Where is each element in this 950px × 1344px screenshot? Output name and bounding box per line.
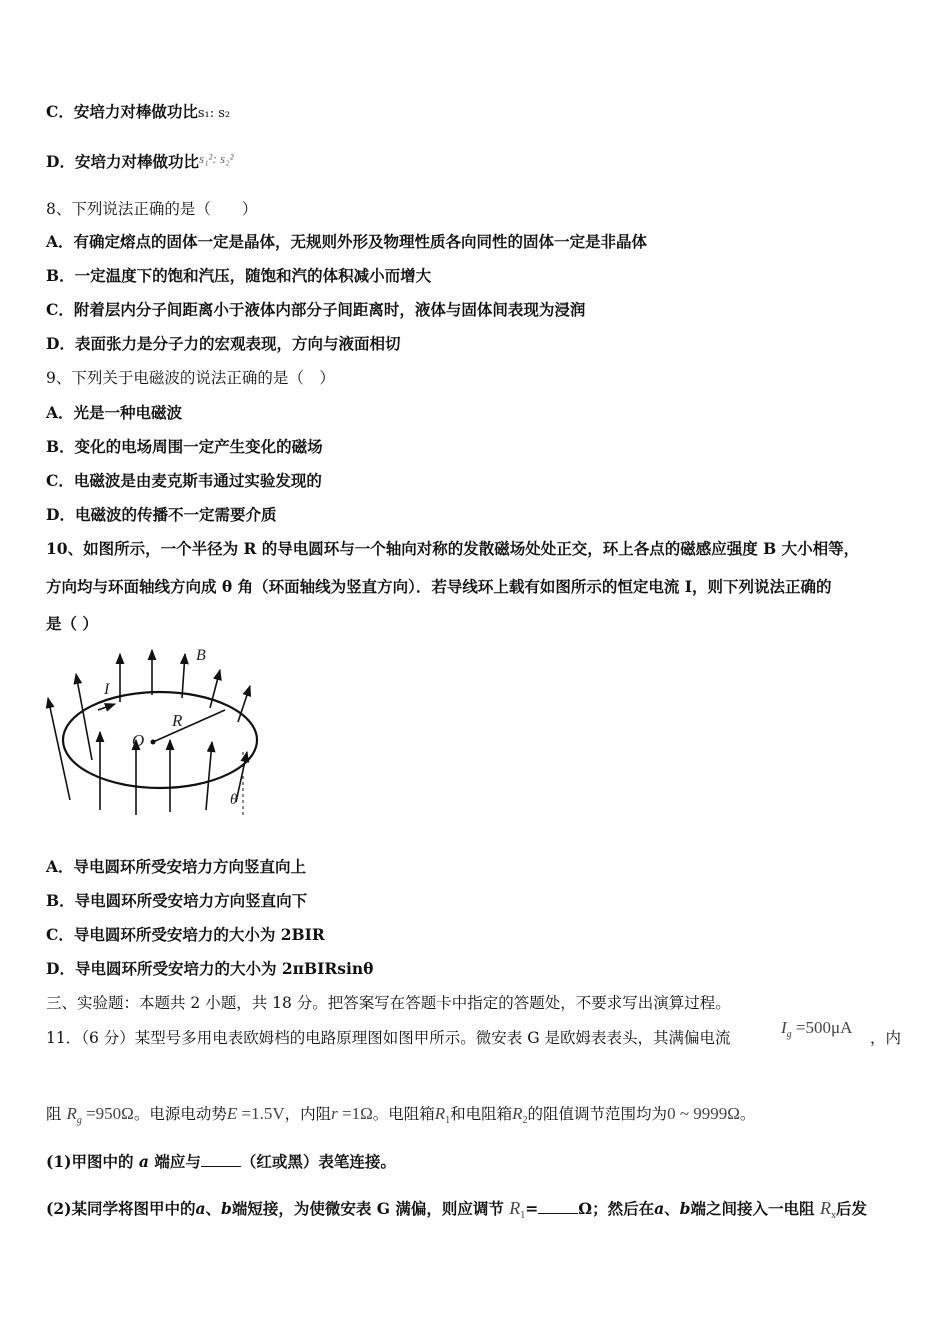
q10-option-d: D．导电圆环所受安培力的大小为 2πBIRsinθ	[46, 959, 374, 978]
ig-formula: $I_g =500\mu A$	[781, 1018, 853, 1040]
q11-line1: 11．（6 分）某型号多用电表欧姆档的电路原理图如图甲所示。微安表 G 是欧姆表表头，其满偏电流 $I_g =500\mu A$ ，内	[46, 1018, 902, 1047]
answer-blank-1[interactable]	[201, 1166, 241, 1167]
rg-formula: $R_g =950\Omega$	[66, 1104, 134, 1126]
label-i: I	[104, 681, 110, 698]
q11-line2: 阻 $R_g =950\Omega$。电源电动势E =1.5V，内阻r =1Ω。电阻箱$R_1$和电阻箱$R_2$的阻值调节范围均为0 ~ 9999Ω。	[46, 1104, 756, 1126]
q8-option-b: B．一定温度下的饱和汽压，随饱和汽的体积减小而增大	[46, 266, 432, 285]
field-arrows	[48, 650, 250, 815]
q10-stem-line3: 是（ ）	[46, 614, 98, 633]
q10-stem-line2: 方向均与环面轴线方向成 θ 角（环面轴线为竖直方向）．若导线环上载有如图所示的恒定电流 I，则下列说法正确的	[46, 577, 832, 596]
q9-stem: 9、下列关于电磁波的说法正确的是（ ）	[46, 369, 335, 387]
r1-answer-symbol: $R_1$	[509, 1198, 526, 1221]
q10-option-c: C．导电圆环所受安培力的大小为 2BIR	[46, 925, 325, 944]
q9-option-a: A．光是一种电磁波	[46, 403, 183, 422]
q9-option-b: B．变化的电场周围一定产生变化的磁场	[46, 437, 323, 456]
answer-blank-2[interactable]	[538, 1213, 578, 1214]
q8-option-d: D．表面张力是分子力的宏观表现，方向与液面相切	[46, 334, 401, 353]
q11-part2: (2)某同学将图甲中的a、b端短接，为使微安表 G 满偏，则应调节 $R_1= \Omega$；然后在a、b端之间接入一电阻 $R_x$后发	[46, 1198, 867, 1221]
q10-stem-line1: 10、如图所示，一个半径为 R 的导电圆环与一个轴向对称的发散磁场处处正交，环上各点的磁感应强度 B 大小相等，	[46, 539, 860, 558]
section-heading: 三、实验题：本题共 2 小题，共 18 分。把答案写在答题卡中指定的答题处，不要求写出演算过程。	[46, 994, 731, 1012]
q7-option-c: C．安培力对棒做功比s₁: s₂	[46, 102, 231, 121]
q10-option-b: B．导电圆环所受安培力方向竖直向下	[46, 891, 308, 910]
r1-symbol: $R_1$	[434, 1104, 451, 1126]
r2-symbol: $R_2$	[512, 1104, 528, 1126]
q8-stem: 8、下列说法正确的是（ ）	[46, 200, 258, 218]
label-r: R	[172, 711, 183, 730]
q11-part1: (1)甲图中的 a 端应与 （红或黑）表笔连接。	[46, 1152, 396, 1171]
q8-option-a: A．有确定熔点的固体一定是晶体，无规则外形及物理性质各向同性的固体一定是非晶体	[46, 232, 648, 251]
e-formula: E =1.5V	[226, 1104, 285, 1123]
q9-option-d: D．电磁波的传播不一定需要介质	[46, 505, 277, 524]
conducting-ring	[63, 692, 257, 788]
range-formula: 0 ~ 9999Ω	[667, 1104, 740, 1123]
rx-symbol: $R_x$	[819, 1198, 836, 1221]
r-formula: r =1Ω	[331, 1104, 373, 1123]
label-o: O	[132, 731, 145, 750]
label-theta: θ	[230, 792, 238, 808]
ring-magnetic-field-figure	[40, 640, 260, 830]
q7-option-d: D．安培力对棒做功比$^{s_1^2: s_2^2}$	[46, 151, 234, 171]
q9-option-c: C．电磁波是由麦克斯韦通过实验发现的	[46, 471, 322, 490]
q10-option-a: A．导电圆环所受安培力方向竖直向上	[46, 857, 307, 876]
label-b: B	[196, 647, 206, 664]
q8-option-c: C．附着层内分子间距离小于液体内部分子间距离时，液体与固体间表现为浸润	[46, 300, 586, 319]
